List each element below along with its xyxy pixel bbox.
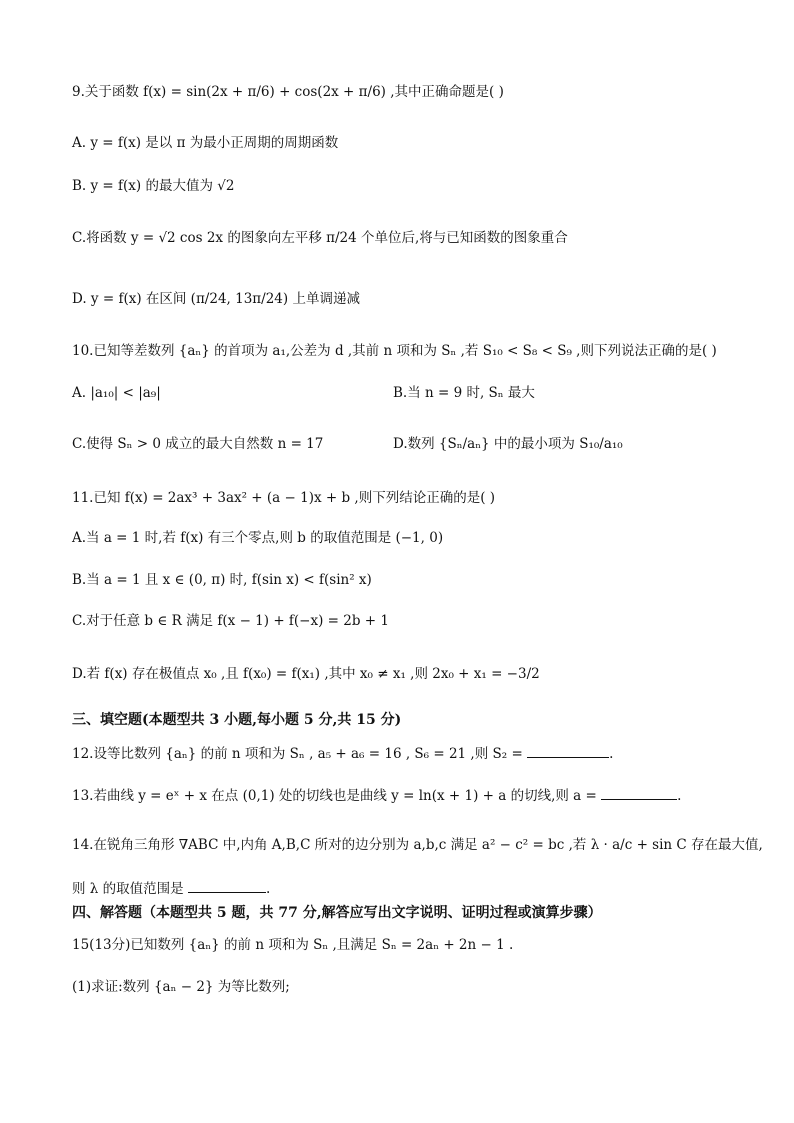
question-13-text: 13.若曲线 y = eˣ + x 在点 (0,1) 处的切线也是曲线 y = ln(x + 1) + a 的切线,则 a = bbox=[72, 788, 597, 804]
question-12-answer-blank[interactable] bbox=[527, 743, 609, 758]
section-3-heading: 三、填空题(本题型共 3 小题,每小题 5 分,共 15 分) bbox=[72, 712, 402, 728]
question-9-stem: 9.关于函数 f(x) = sin(2x + π/6) + cos(2x + π/6) ,其中正确命题是( ) bbox=[72, 84, 504, 100]
question-10-option-d: D.数列 {Sₙ/aₙ} 中的最小项为 S₁₀/a₁₀ bbox=[393, 436, 623, 452]
question-14-line-2 bbox=[72, 878, 270, 899]
question-9-option-d: D. y = f(x) 在区间 (π/24, 13π/24) 上单调递减 bbox=[72, 291, 360, 307]
question-10-option-c: C.使得 Sₙ > 0 成立的最大自然数 n = 17 bbox=[72, 436, 324, 452]
question-9-option-b: B. y = f(x) 的最大值为 √2 bbox=[72, 178, 235, 194]
question-13 bbox=[72, 785, 681, 806]
question-11-stem: 11.已知 f(x) = 2ax³ + 3ax² + (a − 1)x + b ,则下列结论正确的是( ) bbox=[72, 490, 496, 506]
question-13-period: . bbox=[677, 788, 682, 804]
question-13-answer-blank[interactable] bbox=[601, 785, 677, 800]
question-14-text: 则 λ 的取值范围是 bbox=[72, 881, 184, 897]
question-10-option-b: B.当 n = 9 时, Sₙ 最大 bbox=[393, 385, 535, 401]
question-10-stem: 10.已知等差数列 {aₙ} 的首项为 a₁,公差为 d ,其前 n 项和为 Sₙ ,若 S₁₀ < S₈ < S₉ ,则下列说法正确的是( ) bbox=[72, 343, 717, 359]
question-12 bbox=[72, 743, 613, 764]
section-4-heading: 四、解答题（本题型共 5 题，共 77 分,解答应写出文字说明、证明过程或演算步骤） bbox=[72, 905, 602, 921]
question-14-answer-blank[interactable] bbox=[188, 878, 266, 893]
question-12-period: . bbox=[609, 746, 614, 762]
question-12-text: 12.设等比数列 {aₙ} 的前 n 项和为 Sₙ , a₅ + a₆ = 16 , S₆ = 21 ,则 S₂ = bbox=[72, 746, 523, 762]
question-14-line-1: 14.在锐角三角形 ∇ABC 中,内角 A,B,C 所对的边分别为 a,b,c 满足 a² − c² = bc ,若 λ · a/c + sin C 存在最大值, bbox=[72, 837, 763, 853]
question-9-option-c: C.将函数 y = √2 cos 2x 的图象向左平移 π/24 个单位后,将与已知函数的图象重合 bbox=[72, 230, 568, 246]
question-15-stem: 15(13分)已知数列 {aₙ} 的前 n 项和为 Sₙ ,且满足 Sₙ = 2aₙ + 2n − 1 . bbox=[72, 937, 514, 953]
question-9-option-a: A. y = f(x) 是以 π 为最小正周期的周期函数 bbox=[72, 135, 339, 151]
question-15-part-1: (1)求证:数列 {aₙ − 2} 为等比数列; bbox=[72, 979, 290, 995]
question-11-option-a: A.当 a = 1 时,若 f(x) 有三个零点,则 b 的取值范围是 (−1, 0) bbox=[72, 530, 444, 546]
question-11-option-c: C.对于任意 b ∈ R 满足 f(x − 1) + f(−x) = 2b + 1 bbox=[72, 613, 389, 629]
question-10-option-a: A. |a₁₀| < |a₉| bbox=[72, 385, 161, 401]
question-14-period: . bbox=[265, 881, 271, 897]
question-11-option-d: D.若 f(x) 存在极值点 x₀ ,且 f(x₀) = f(x₁) ,其中 x₀ ≠ x₁ ,则 2x₀ + x₁ = −3/2 bbox=[72, 666, 540, 682]
question-11-option-b: B.当 a = 1 且 x ∈ (0, π) 时, f(sin x) < f(sin² x) bbox=[72, 572, 372, 588]
